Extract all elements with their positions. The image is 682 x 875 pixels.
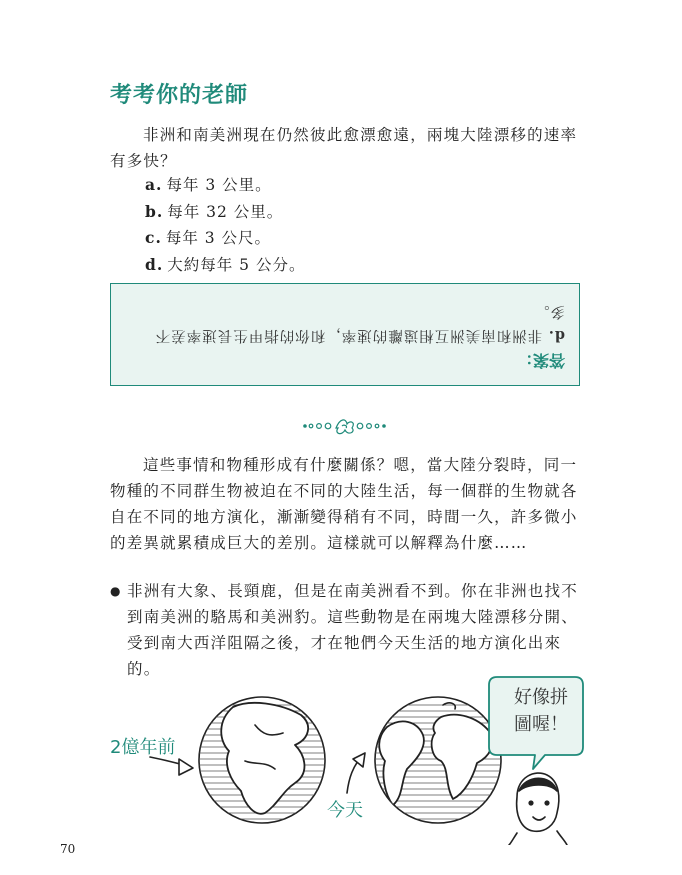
list-item: ● 非洲有大象、長頸鹿，但是在南美洲看不到。你在非洲也找不到南美洲的駱馬和美洲豹。這些動物是在兩塊大陸漂移分開、受到南大西洋阻隔之後，才在牠們今天生活的地方演化出來的。: [110, 578, 585, 682]
option-c: c. 每年 3 公尺。: [145, 228, 272, 247]
speech-bubble-text: 好像拼圖喔！: [514, 687, 568, 735]
earth-globe-icon: [371, 697, 505, 823]
bullet-icon: ●: [110, 584, 122, 598]
option-b: b. 每年 32 公里。: [145, 201, 284, 221]
pangaea-globe-icon: [195, 697, 335, 823]
page-number: 70: [60, 842, 76, 856]
question-text: 非洲和南美洲現在仍然彼此愈漂愈遠，兩塊大陸漂移的速率有多快？: [110, 126, 578, 170]
answer-label: 答案：: [516, 351, 565, 370]
ornament-divider-icon: [300, 414, 390, 438]
option-a: a. 每年 3 公里。: [145, 175, 272, 194]
label-200-million-years-ago: 2億年前: [110, 737, 176, 758]
answer-text: d. 非洲和南美洲互相遠離的速率，和你的指甲生長速率差不多。: [154, 303, 565, 344]
upside-down-answer: [111, 284, 579, 385]
label-today: 今天: [327, 800, 363, 821]
option-d: d. 大約每年 5 公分。: [145, 254, 306, 274]
answer-options: [145, 172, 305, 278]
body-paragraph: 這些事情和物種形成有什麼關係？嗯，當大陸分裂時，同一物種的不同群生物被迫在不同的大陸生活，每一個群的生物就各自在不同的地方演化，漸漸變得稍有不同，時間一久，許多微小的差異就累積成巨大的差別。這樣就可以解釋為什麼……: [110, 456, 578, 552]
girl-character-icon: [509, 773, 567, 845]
answer-box: [110, 283, 580, 386]
section-title: 考考你的老師: [110, 83, 249, 108]
